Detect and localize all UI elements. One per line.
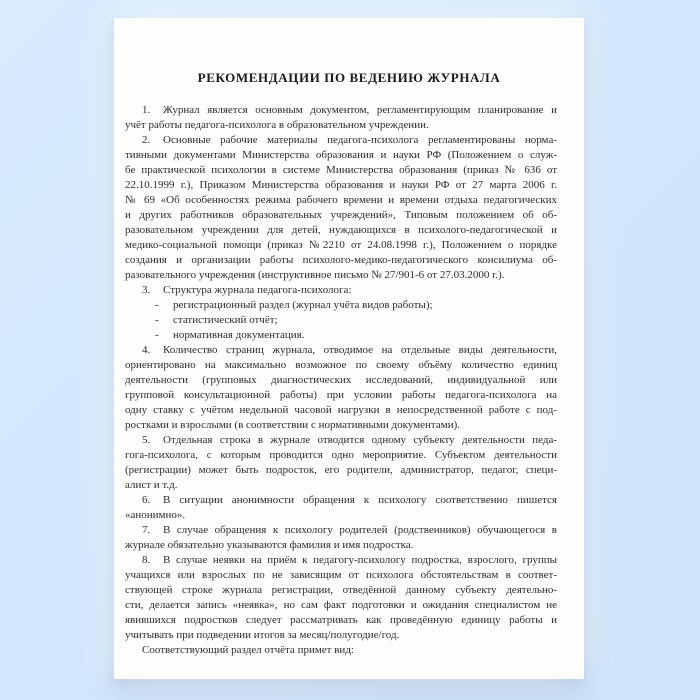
line-text: гога-психолога, с которым проводится одно мероприятие. Субъектом деятельности: [125, 449, 557, 461]
document-title: РЕКОМЕНДАЦИИ ПО ВЕДЕНИЮ ЖУРНАЛА: [197, 70, 501, 85]
numbered-paragraph: [125, 493, 557, 523]
paragraph-line: [125, 163, 557, 178]
paragraph-line: [125, 148, 557, 163]
paragraph-line: [125, 538, 557, 553]
item-number: 2.: [142, 134, 151, 146]
line-text: одну ставку с учётом недельной часовой нагрузки в непосредственной работе с под-: [125, 404, 557, 416]
line-text: ориентировано на максимально возможное по своему объёму количество единиц: [125, 359, 557, 371]
line-text: «анонимно».: [125, 509, 186, 521]
line-text: Количество страниц журнала, отводимое на отдельные виды деятельности,: [163, 344, 557, 356]
closing-paragraph: [125, 643, 557, 658]
bullet-line: [125, 313, 557, 328]
line-text: Соответствующий раздел отчёта примет вид:: [142, 644, 354, 656]
paragraph-line: [125, 388, 557, 403]
bullet-text: регистрационный раздел (журнал учёта видов работы);: [173, 299, 433, 311]
line-text: явившихся подростков следует рассматривать как проведённую единицу работы и: [125, 614, 557, 626]
item-number: 5.: [142, 434, 151, 446]
document-page: [114, 18, 584, 679]
line-text: Журнал является основным документом, регламентирующим планирование и: [163, 104, 557, 116]
bullet-text: статистический отчёт;: [173, 314, 278, 326]
paragraph-line: [125, 103, 557, 118]
item-number: 1.: [142, 104, 151, 116]
paragraph-line: [125, 418, 557, 433]
line-text: ростками и взрослыми (в соответствии с нормативными документами).: [125, 419, 460, 431]
line-text: разовательного учреждения (инструктивное письмо № 27/901-6 от 27.03.2000 г.).: [125, 269, 505, 281]
paragraph-line: [125, 463, 557, 478]
bullet-dash: -: [155, 329, 159, 341]
line-text: В ситуации анонимности обращения к психологу соответственно пишется: [163, 494, 557, 506]
line-text: учитывать при подведении итогов за месяц/полугодие/год.: [125, 629, 400, 641]
line-text: учёт работы педагога-психолога в образовательном учреждении.: [125, 119, 429, 131]
paragraph-line: [125, 583, 557, 598]
line-text: Структура журнала педагога-психолога:: [163, 284, 352, 296]
paragraph-line: [125, 523, 557, 538]
line-text: журнале обязательно указываются фамилия и имя подростка.: [125, 539, 414, 551]
line-text: Отдельная строка в журнале отводится одному субъекту деятельности педа-: [163, 434, 557, 446]
paragraph-line: [125, 178, 557, 193]
document-body: [125, 103, 557, 658]
paragraph-line: [125, 613, 557, 628]
paragraph-line: [125, 478, 557, 493]
line-text: № 69 «Об особенностях режима рабочего времени и времени отдыха педагогических: [125, 194, 557, 206]
paragraph-line: [125, 268, 557, 283]
paragraph-line: [125, 373, 557, 388]
line-text: сти, делается запись «неявка», но сам факт подготовки и ожидания специалистом не: [125, 599, 557, 611]
line-text: бе практической психологии в системе Министерства образования (приказ № 636 от: [125, 164, 557, 176]
paragraph-line: [125, 193, 557, 208]
item-number: 8.: [142, 554, 151, 566]
item-number: 7.: [142, 524, 151, 536]
line-text: и других работников образовательных учреждений», Типовым положением об об-: [125, 209, 557, 221]
paragraph-line: [125, 493, 557, 508]
item-number: 6.: [142, 494, 151, 506]
paragraph-line: [125, 643, 557, 658]
paragraph-line: [125, 118, 557, 133]
paragraph-line: [125, 358, 557, 373]
line-text: медико-социальной помощи (приказ №2210 от 24.08.1998 г.), Положением о порядке: [125, 239, 557, 251]
numbered-paragraph: [125, 343, 557, 433]
line-text: 22.10.1999 г.), Приказом Министерства образования и науки РФ от 27 марта 2006 г.: [125, 179, 557, 191]
line-text: деятельности (групповых диагностических исследований, индивидуальной или: [125, 374, 557, 386]
paragraph-line: [125, 448, 557, 463]
line-text: В случае обращения к психологу родителей (родственников) обучающегося в: [163, 524, 557, 536]
line-text: учащихся или взрослых по не зависящим от психолога обстоятельствам в соответ-: [125, 569, 557, 581]
line-text: Основные рабочие материалы педагога-психолога регламентированы норма-: [163, 134, 557, 146]
paragraph-line: [125, 253, 557, 268]
numbered-paragraph: [125, 523, 557, 553]
numbered-paragraph: [125, 133, 557, 283]
item-number: 4.: [142, 344, 151, 356]
bullet-dash: -: [155, 314, 159, 326]
paragraph-line: [125, 283, 557, 298]
bullet-text: нормативная документация.: [173, 329, 305, 341]
line-text: создания и организации работы психолого-медико-педагогического консилиума об-: [125, 254, 557, 266]
numbered-paragraph: [125, 433, 557, 493]
paragraph-line: [125, 508, 557, 523]
paragraph-line: [125, 223, 557, 238]
paragraph-line: [125, 403, 557, 418]
paragraph-line: [125, 208, 557, 223]
paragraph-line: [125, 553, 557, 568]
numbered-paragraph: [125, 553, 557, 643]
paragraph-line: [125, 433, 557, 448]
paragraph-line: [125, 133, 557, 148]
paragraph-line: [125, 598, 557, 613]
item-number: 3.: [142, 284, 151, 296]
line-text: алист и т.д.: [125, 479, 178, 491]
paragraph-line: [125, 628, 557, 643]
line-text: ствующей строке журнала регистрации, отведённой данному субъекту деятельно-: [125, 584, 557, 596]
paragraph-line: [125, 343, 557, 358]
line-text: разовательном учреждении для детей, нуждающихся в психолого-педагогической и: [125, 224, 557, 236]
bullet-line: [125, 328, 557, 343]
bullet-dash: -: [155, 299, 159, 311]
line-text: (регистрации) может быть подросток, его родители, администратор, педагог, специ-: [125, 464, 557, 476]
numbered-paragraph: [125, 103, 557, 133]
line-text: групповой консультационной работы) при условии работы педагога-психолога на: [125, 389, 557, 401]
bullet-line: [125, 298, 557, 313]
line-text: В случае неявки на приём к педагогу-психологу подростка, взрослого, группы: [163, 554, 557, 566]
numbered-paragraph: [125, 283, 557, 298]
paragraph-line: [125, 238, 557, 253]
line-text: тивными документами Министерства образования и науки РФ (Положением о служ-: [125, 149, 557, 161]
paragraph-line: [125, 568, 557, 583]
